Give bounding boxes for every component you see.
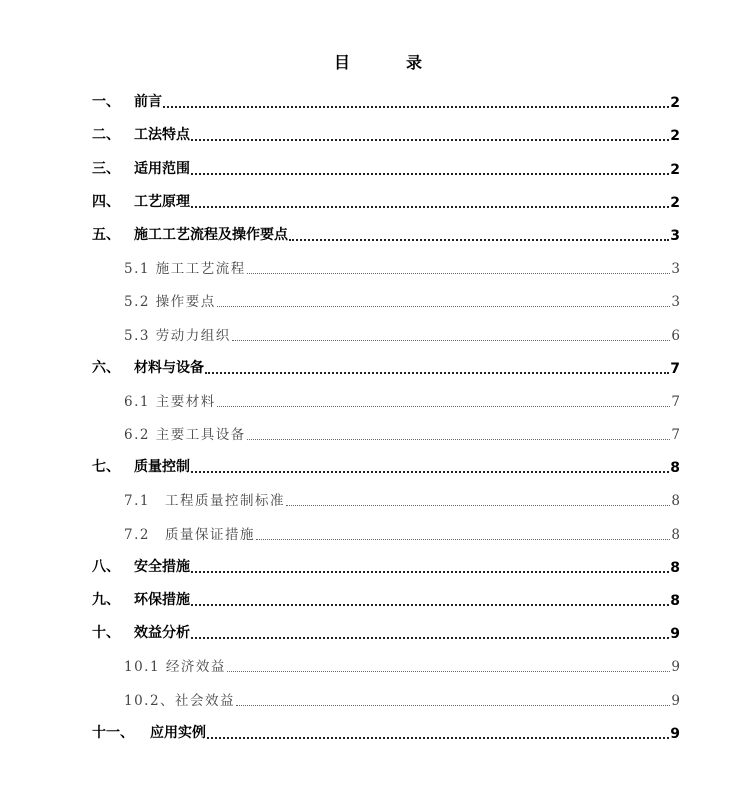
toc-leader-dots [227, 671, 671, 672]
toc-subentry-page: 9 [671, 659, 680, 676]
toc-entry-page: 7 [670, 360, 680, 377]
toc-entry-number: 八、 [92, 558, 120, 575]
toc-entry-label: 应用实例 [150, 724, 206, 741]
toc-leader-dots [256, 539, 670, 540]
toc-subentry-label: 6.1 主要材料 [124, 393, 216, 410]
toc-leader-dots [191, 637, 669, 639]
toc-subentry-label: 5.1 施工工艺流程 [124, 261, 246, 278]
toc-entry-label: 工艺原理 [134, 193, 190, 210]
toc-entry-page: 8 [670, 460, 680, 477]
toc-entry-label: 效益分析 [134, 625, 190, 642]
toc-entry-number: 三、 [92, 160, 120, 177]
toc-leader-dots [205, 372, 669, 374]
toc-entry-page: 2 [670, 95, 680, 112]
toc-entry-label: 施工工艺流程及操作要点 [134, 226, 288, 243]
toc-entry-page: 9 [670, 725, 680, 742]
toc-entry-page: 8 [670, 559, 680, 576]
toc-leader-dots [217, 406, 671, 407]
toc-entry[interactable] [92, 450, 680, 483]
toc-leader-dots [289, 239, 669, 241]
toc-leader-dots [191, 604, 669, 606]
toc-leader-dots [191, 173, 669, 175]
toc-subentry-label: 10.1 经济效益 [124, 659, 226, 676]
toc-entry-page: 2 [670, 194, 680, 211]
toc-subentry-page: 8 [671, 526, 680, 543]
toc-list [92, 85, 680, 749]
toc-subentry-page: 3 [671, 261, 680, 278]
toc-entry-page: 8 [670, 593, 680, 609]
toc-leader-dots [247, 273, 671, 274]
toc-entry-label: 适用范围 [134, 160, 190, 177]
toc-entry-number: 二、 [92, 127, 120, 144]
toc-entry-number: 十一、 [92, 724, 134, 741]
toc-entry[interactable] [92, 85, 680, 118]
toc-entry[interactable] [92, 351, 680, 384]
toc-entry-number: 一、 [92, 94, 120, 111]
toc-entry-number: 七、 [92, 459, 120, 476]
toc-subentry-label: 10.2、社会效益 [124, 692, 236, 709]
toc-entry[interactable] [92, 716, 680, 749]
toc-subentry-label: 6.2 主要工具设备 [124, 427, 246, 444]
toc-entry-page: 3 [670, 227, 680, 244]
toc-leader-dots [191, 139, 669, 141]
toc-entry-number: 六、 [92, 359, 120, 376]
toc-leader-dots [217, 306, 671, 307]
toc-leader-dots [191, 471, 669, 473]
toc-entry-number: 九、 [92, 592, 120, 608]
toc-subentry[interactable] [92, 682, 680, 715]
toc-leader-dots [247, 439, 671, 440]
toc-entry-label: 安全措施 [134, 558, 190, 575]
toc-entry-label: 工法特点 [134, 127, 190, 144]
toc-subentry[interactable] [92, 284, 680, 317]
toc-entry-number: 五、 [92, 226, 120, 243]
toc-subentry-label: 5.3 劳动力组织 [124, 327, 231, 344]
toc-subentry-page: 7 [671, 427, 680, 444]
toc-leader-dots [232, 340, 671, 341]
toc-leader-dots [207, 737, 669, 739]
toc-subentry-label: 7.1 工程质量控制标准 [124, 493, 285, 510]
toc-leader-dots [191, 571, 669, 573]
toc-leader-dots [163, 106, 669, 108]
toc-subentry[interactable] [92, 649, 680, 682]
toc-entry-number: 四、 [92, 193, 120, 210]
toc-subentry-label: 5.2 操作要点 [124, 294, 216, 311]
toc-title: 目 录 [333, 53, 442, 72]
toc-entry-page: 2 [670, 161, 680, 178]
toc-entry[interactable] [92, 218, 680, 251]
toc-subentry[interactable] [92, 251, 680, 284]
toc-subentry[interactable] [92, 516, 680, 549]
toc-entry[interactable] [92, 118, 680, 151]
toc-subentry[interactable] [92, 384, 680, 417]
toc-subentry-page: 3 [671, 294, 680, 311]
toc-entry-label: 质量控制 [134, 459, 190, 476]
toc-entry[interactable] [92, 550, 680, 583]
toc-entry-page: 9 [670, 626, 680, 643]
toc-entry-label: 环保措施 [134, 592, 190, 608]
toc-leader-dots [236, 705, 670, 706]
toc-subentry-page: 6 [671, 327, 680, 344]
toc-entry[interactable] [92, 583, 680, 616]
toc-subentry[interactable] [92, 417, 680, 450]
toc-subentry-label: 7.2 质量保证措施 [124, 526, 255, 543]
toc-leader-dots [286, 505, 670, 506]
toc-entry-label: 前言 [134, 94, 162, 111]
toc-entry[interactable] [92, 151, 680, 184]
toc-entry-page: 2 [670, 128, 680, 145]
toc-leader-dots [191, 206, 669, 208]
toc-entry-number: 十、 [92, 625, 120, 642]
toc-subentry[interactable] [92, 483, 680, 516]
toc-subentry-page: 7 [671, 393, 680, 410]
toc-entry[interactable] [92, 616, 680, 649]
toc-subentry-page: 8 [671, 493, 680, 510]
toc-entry[interactable] [92, 185, 680, 218]
toc-entry-label: 材料与设备 [134, 359, 204, 376]
toc-subentry-page: 9 [671, 692, 680, 709]
toc-subentry[interactable] [92, 317, 680, 350]
